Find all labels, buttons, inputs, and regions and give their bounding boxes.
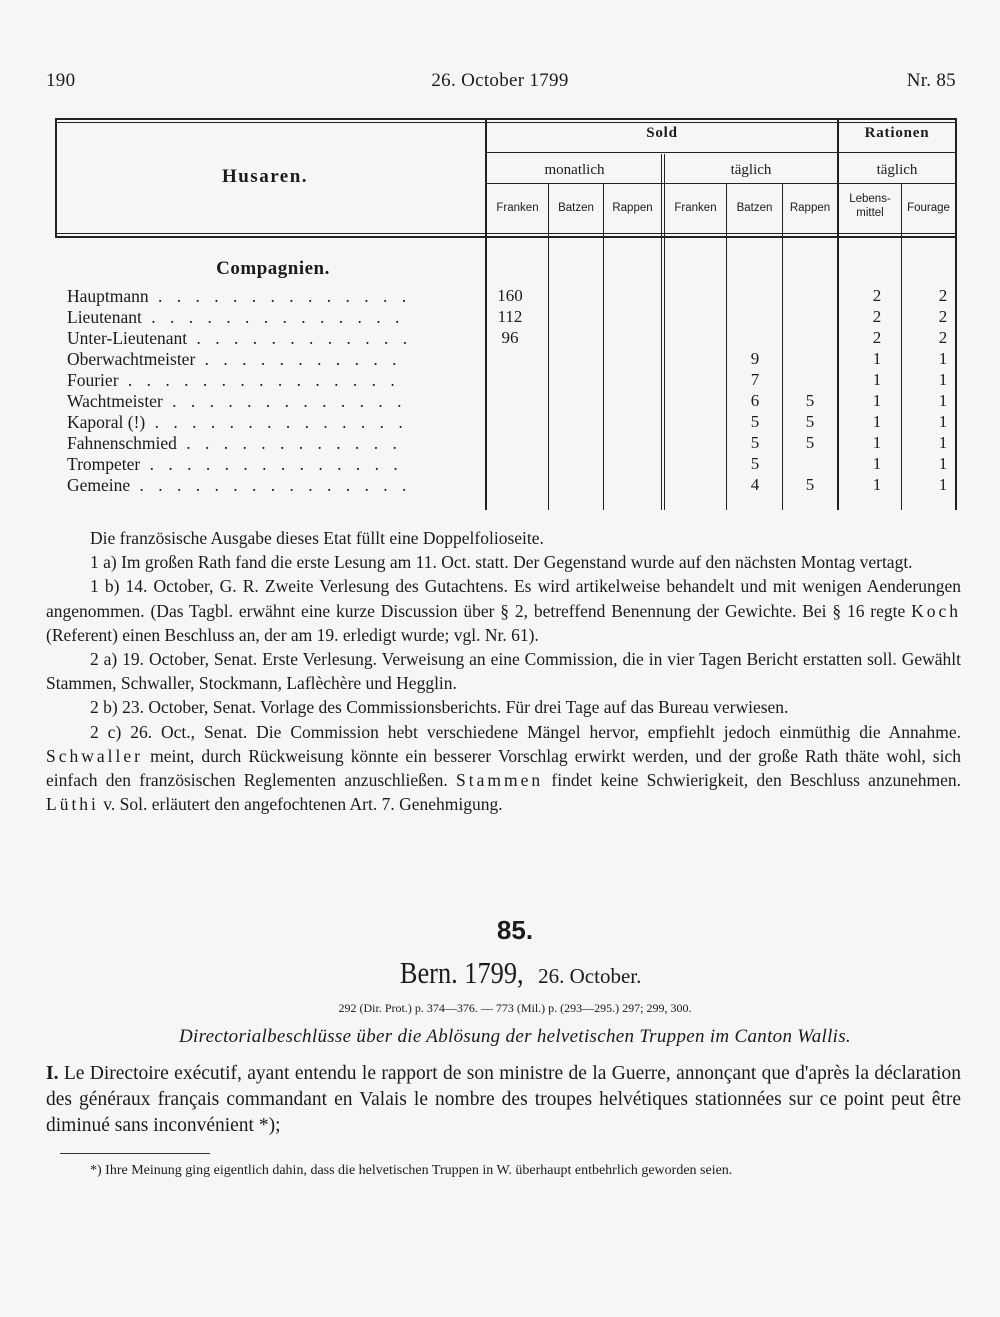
cell-lebensmittel: 1 [872,454,882,473]
cell-lebensmittel: 2 [872,307,882,326]
sold-header: Sold [646,125,678,141]
cell-lebensmittel: 1 [872,370,882,389]
col-lebensmittel: Lebens-mittel [849,193,891,219]
note-text: (Referent) einen Beschluss an, der am 19. erledigt wurde; vgl. Nr. 61). [46,624,539,645]
cell-batzen-taeglich: 6 [750,391,760,410]
cell-fourage: 2 [938,328,948,347]
footnote-rule [60,1153,210,1154]
note-paragraph: 1 a) Im großen Rath fand die erste Lesung am 11. Oct. statt. Der Gegenstand wurde auf den nächsten Montag vertagt. [90,552,913,573]
place-year: Bern. 1799, [399,955,524,990]
decree-body: Le Directoire exécutif, ayant entendu le rapport de son ministre de la Guerre, annonçant que d'après la déclaration des généraux français commandant en Valais le nombre des troupes helvétiques stationnées sur ce point peut être diminué sans inconvénient *); [46,1063,961,1136]
person-name: Stammen [456,770,544,791]
notes-text [46,526,961,816]
footnote: *) Ihre Meinung ging eigentlich dahin, dass die helvetischen Truppen in W. überhaupt entbehrlich geworden seien. [90,1163,733,1178]
row-label: Gemeine [67,475,131,495]
cell-fourage: 1 [938,475,948,494]
col-fourage: Fourage [907,202,950,214]
pay-table: Husaren. Sold Rationen monatlich täglich täglich Franken Batzen Rappen Franken Batzen Rappen Lebens-mittel Fourage Compagnien. Hauptmann . . . . . . . . . . . . . . 160 2 2 Lieutenant . . . . . . . . . . . . . . 112 2 2 Unter-Lieutenant . . . . . . . . . . . . 96 2 2 Oberwachtmeister . . . . . . . . . . . 9 1 1 Fourier . . . . . . . . . . . . . . . 7 1 1 Wachtmeister . . . . . . . . . . . . . 6 5 1 1 Kaporal (!) . . . . . . . . . . . . . . 5 5 1 1 Fahnenschmied . . . . . . . . . . . . 5 5 1 1 Trompeter . . . . . . . . . . . . . . 5 1 1 Gemeine . . . . . . . . . . . . . . . 4 5 1 1 [55,118,957,510]
note-paragraph [46,720,961,817]
note-text: findet keine Schwierigkeit, den Beschluss anzunehmen. [551,770,961,791]
section-heading-compagnien: Compagnien. [216,258,330,279]
monatlich-header: monatlich [544,162,605,178]
cell-fourage: 1 [938,370,948,389]
cell-fourage: 1 [938,349,948,368]
running-date: 26. October 1799 [431,70,569,91]
cell-fourage: 1 [938,433,948,452]
row-label: Fourier [67,370,119,390]
person-name: Koch [911,600,962,621]
cell-rappen-taeglich: 5 [805,475,815,494]
cell-batzen-taeglich: 4 [750,475,760,494]
row-label: Wachtmeister [67,391,163,411]
document-place-date [0,955,1000,991]
row-label: Unter-Lieutenant [67,328,188,348]
document-number-heading: 85. [496,915,534,945]
note-text: meint, durch Rückweisung könnte ein besserer Vorschlag erwirkt werden, und der große Rath thäte wohl, sich einfach den französischen Reglementen anzuschließen. [46,745,961,791]
archive-reference: 292 (Dir. Prot.) p. 374—376. — 773 (Mil.) p. (293—295.) 297; 299, 300. [338,1001,692,1015]
rationen-header: Rationen [864,125,930,141]
cell-lebensmittel: 1 [872,433,882,452]
cell-franken-monatlich: 160 [497,286,523,305]
cell-fourage: 1 [938,391,948,410]
col-franken-monatlich: Franken [496,202,539,214]
row-label: Trompeter [67,454,141,474]
note-paragraph: 2 b) 23. October, Senat. Vorlage des Commissionsberichts. Für drei Tage auf das Bureau verwiesen. [90,697,789,718]
cell-rappen-taeglich: 5 [805,391,815,410]
row-label: Oberwachtmeister [67,349,196,369]
cell-batzen-taeglich: 5 [750,433,760,452]
note-text: 1 b) 14. October, G. R. Zweite Verlesung des Gutachtens. Es wird artikelweise behandelt und mit wenigen Aenderungen angenommen. (Das Tagbl. erwähnt eine kurze Discussion über § 2, betreffend Benennung der Gewichte. Bei § 16 regte [46,576,961,621]
cell-lebensmittel: 1 [872,391,882,410]
cell-franken-monatlich: 96 [501,328,519,347]
person-name: Schwaller [46,745,143,766]
cell-lebensmittel: 2 [872,328,882,347]
col-batzen-taeglich: Batzen [736,202,773,214]
taeglich-sold-header: täglich [730,162,772,178]
note-paragraph: 2 a) 19. October, Senat. Erste Verlesung. Verweisung an eine Commission, die in vier Tagen Bericht erstatten soll. Gewählt Stammen, Schwaller, Stockmann, Laflèchère und Hegglin. [46,649,961,694]
note-paragraph: Die französische Ausgabe dieses Etat füllt eine Doppelfolioseite. [90,528,544,548]
decree-label: I. [46,1063,59,1084]
col-batzen-monatlich: Batzen [558,202,594,214]
row-label: Hauptmann [67,286,149,306]
cell-rappen-taeglich: 5 [805,433,815,452]
table-title: Husaren. [221,166,309,187]
person-name: Lüthi [46,794,99,815]
cell-lebensmittel: 1 [872,349,882,368]
page-number: 190 [46,70,76,91]
col-rappen-taeglich: Rappen [789,202,831,214]
cell-lebensmittel: 1 [872,412,882,431]
note-text: 2 c) 26. Oct., Senat. Die Commission hebt verschiedene Mängel hervor, empfiehlt jedoch einmüthig die Annahme. [90,721,961,742]
taeglich-rationen-header: täglich [876,162,918,178]
document-date: 26. October. [538,964,642,988]
row-label: Fahnenschmied [67,433,177,453]
col-franken-taeglich: Franken [674,202,717,214]
row-label: Kaporal (!) [67,412,146,432]
cell-batzen-taeglich: 7 [750,370,760,389]
cell-lebensmittel: 1 [872,475,882,494]
cell-fourage: 2 [938,286,948,305]
cell-fourage: 2 [938,307,948,326]
document-number: Nr. 85 [906,70,956,91]
note-paragraph [46,574,961,647]
cell-rappen-taeglich: 5 [805,412,815,431]
cell-batzen-taeglich: 5 [750,454,760,473]
document-title: Directorialbeschlüsse über die Ablösung der helvetischen Truppen im Canton Wallis. [179,1026,851,1047]
cell-batzen-taeglich: 9 [750,349,760,368]
cell-lebensmittel: 2 [872,286,882,305]
row-label: Lieutenant [67,307,142,327]
cell-fourage: 1 [938,412,948,431]
cell-batzen-taeglich: 5 [750,412,760,431]
cell-fourage: 1 [938,454,948,473]
note-text: v. Sol. erläutert den angefochtenen Art. 7. Genehmigung. [103,794,503,815]
decree-text [46,1061,961,1139]
cell-franken-monatlich: 112 [497,307,523,326]
col-rappen-monatlich: Rappen [612,202,653,214]
